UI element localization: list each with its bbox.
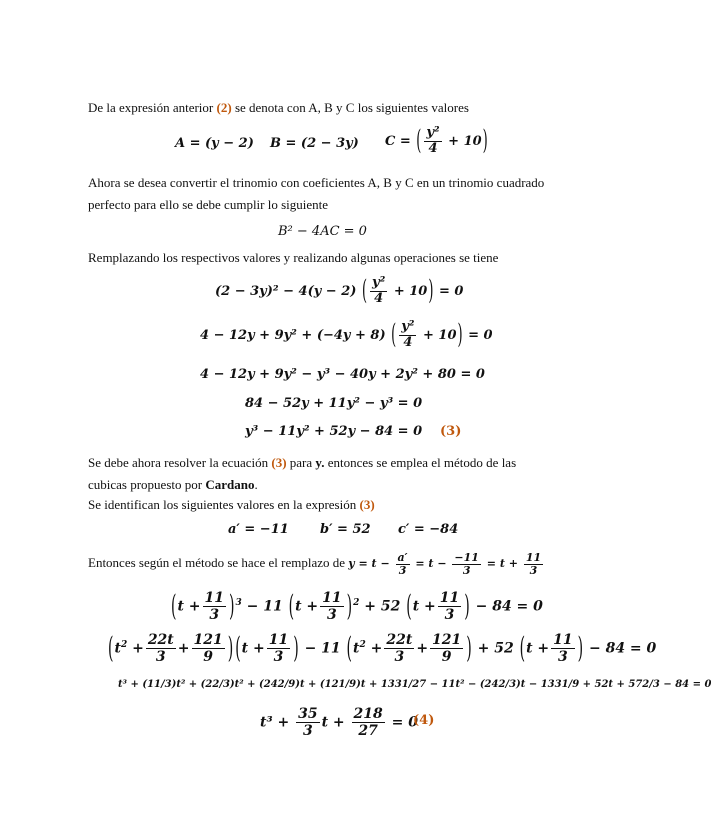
eq-expansion-2: ($t^2$ + $\frac{22t}{3}$ + $\frac{121}{9}$ ) (t + $\frac{11}{3}$ ) − 11 ($t^2$ + $\frac{22t}{3}$ + $\frac{121}{9}$ ) + 52 (t + $\frac{11}{3}$ ) − 84 = 0 xyxy=(108,631,657,666)
eq-substitution: y = t − $\frac{a'}{3}$ = t − $\frac{-11}{3}$ = t + $\frac{11}{3}$ xyxy=(348,551,542,577)
eq-C: C = ( $\frac{\text{y²}}{4}$ + 10) xyxy=(385,125,488,158)
paragraph-cardano: Se debe ahora resolver la ecuación (3) para y. entonces se emplea el método de las cubicas propuesto por Cardano. xyxy=(88,455,517,492)
eq-line-1: (2 − 3y)² − 4(y − 2) ( $\frac{\text{y²}}{4}$ + 10) = 0 xyxy=(215,275,464,308)
paragraph-replace: Remplazando los respectivos valores y realizando algunas operaciones se tiene xyxy=(88,250,499,265)
paragraph-perfect-square: Ahora se desea convertir el trinomio con coeficientes A, B y C en un trinomio cuadrado perfecto para ello se debe cumplir lo siguiente xyxy=(88,175,545,212)
equation-tag-4: (4) xyxy=(413,713,435,728)
eq-line-2: 4 − 12y + 9y² + (−4y + 8) ( $\frac{\text{y²}}{4}$ + 10) = 0 xyxy=(200,319,493,352)
coef-c: c′ = −84 xyxy=(398,522,459,537)
coef-a: a′ = −11 xyxy=(228,522,289,537)
eq-line-4: 84 − 52y + 11y² − y³ = 0 xyxy=(245,396,423,411)
paragraph-identify: Se identifican los siguientes valores en la expresión (3) xyxy=(88,497,375,512)
eq-C-lhs: C = xyxy=(385,133,411,149)
equation-tag-3: (3) xyxy=(440,424,462,439)
eq-expansion-3: t³ + (11/3)t² + (22/3)t² + (242/9)t + (121/9)t + 1331/27 − 11t² − (242/3)t − 1331/9 + 52t + 572/3 − 84 = 0 xyxy=(118,679,711,690)
eq-line-3: 4 − 12y + 9y² − y³ − 40y + 2y² + 80 = 0 xyxy=(200,367,485,382)
eq-A: A = (y − 2) xyxy=(175,136,254,151)
eq-line-5: y³ − 11y² + 52y − 84 = 0 xyxy=(245,424,423,439)
eq-B: B = (2 − 3y) xyxy=(270,136,359,151)
text: De la expresión anterior xyxy=(88,100,217,115)
eq-reduced: t³ + $\frac{35}{3}$ t + $\frac{218}{27}$ = 0 xyxy=(260,706,418,740)
coef-b: b′ = 52 xyxy=(320,522,371,537)
paragraph-substitution: Entonces según el método se hace el remplazo de y = t − $\frac{a'}{3}$ = t − $\frac{-11}{3}$ = t + $\frac{11}{3}$ xyxy=(88,552,568,576)
paragraph-intro xyxy=(88,97,558,119)
equation-ref: (2) xyxy=(216,100,232,115)
eq-discriminant: B² − 4AC = 0 xyxy=(278,224,367,239)
eq-expansion-1: (t + $\frac{11}{3}$ )$^3$ − 11 (t + $\frac{11}{3}$ )$^2$ + 52 (t + $\frac{11}{3}$ ) − 84 = 0 xyxy=(171,589,543,624)
text: se denota con A, B y C los siguientes valores xyxy=(231,100,469,115)
